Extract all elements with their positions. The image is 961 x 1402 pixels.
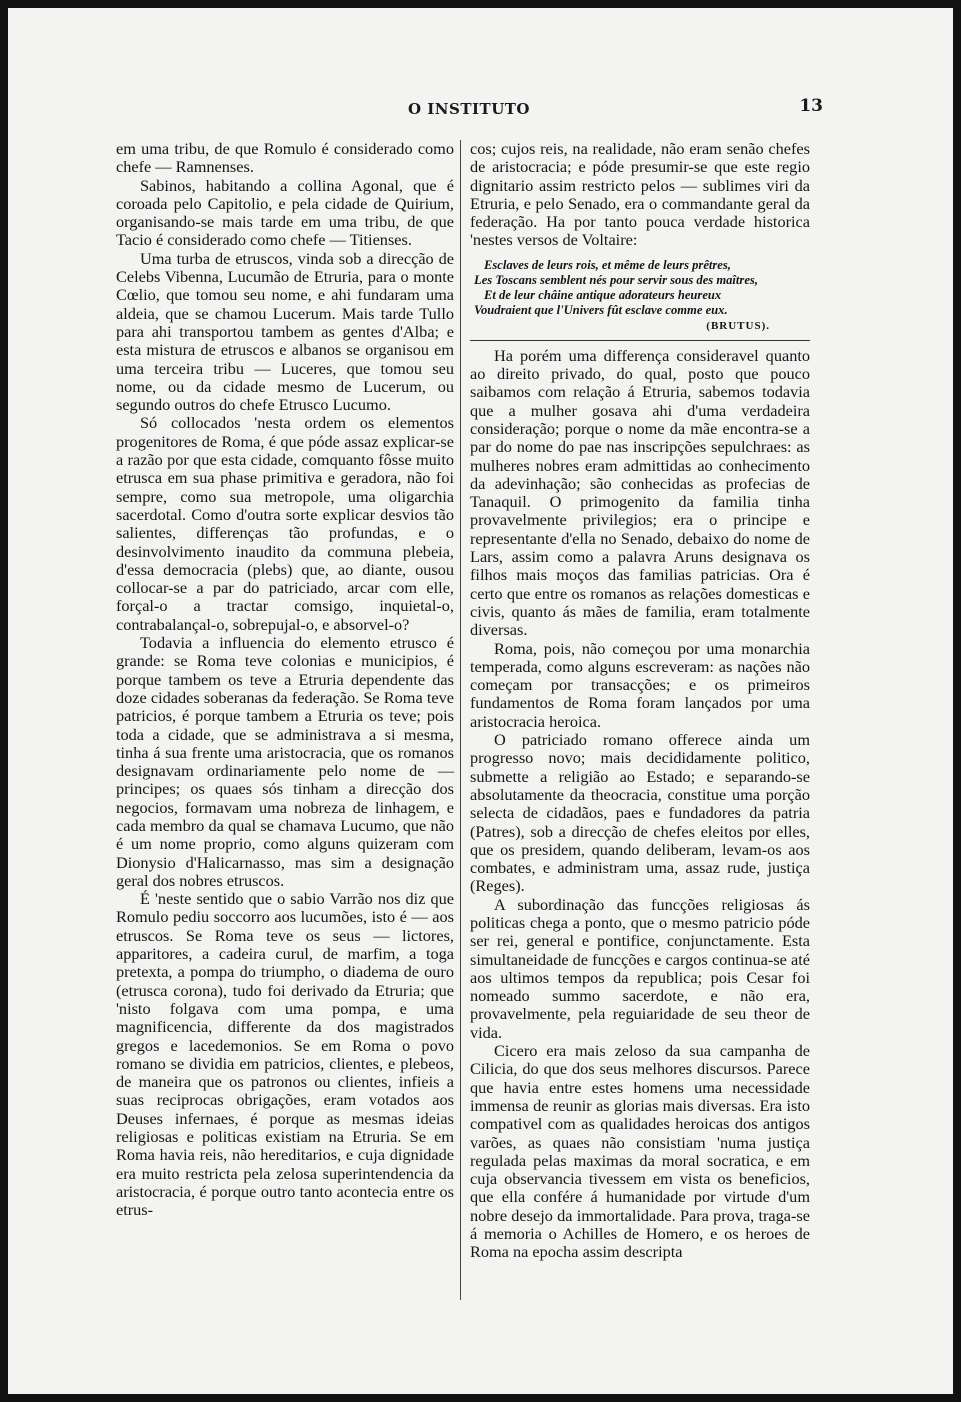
paragraph: cos; cujos reis, na realidade, não eram senão chefes de aristocracia; e póde presumir-se que este regio dignitario assim restricto pelos — sublimes viri da Etruria, e pelo Senado, era o commandante geral da federação. Ha por tanto pouca verdade historica 'nestes versos de Voltaire: — [470, 139, 810, 250]
paragraph: O patriciado romano offerece ainda um progresso novo; mais decididamente politico, submette a religião ao Estado; e separando-se absolutamente da theocracia, constitue uma porção selecta de cidadãos, paes e fundadores da patria (Patres), sob a direcção de chefes eleitos por elles, que os presidem, quando deliberam, levam-os aos combates, e administram uma, assaz rude, justiça (Reges). — [470, 730, 810, 896]
verse-separator-rule — [470, 340, 810, 341]
verse-quotation — [470, 258, 810, 334]
paragraph: Ha porém uma differença consideravel quanto ao direito privado, do qual, posto que pouco saibamos com relação á Etruria, sabemos todavia que a mulher gosava ahi d'uma verdadeira consideração; porque o nome da mãe encontra-se a par do nome do pae nas inscripções sepulchraes: as mulheres nobres eram admittidas ao conhecimento da adevinhação; são conhecidas as profecias de Tanaquil. O primogenito da familia tinha provavelmente privilegios; era o principe e representante d'ella no Senado, debaixo do nome de Lars, assim como a palavra Aruns designava os filhos mais moços das familias patricias. Ora é certo que entre os romanos as relações domesticas e civis, quanto ás mães de familia, eram totalmente diversas. — [470, 345, 810, 640]
verse-line: Les Toscans semblent nés pour servir sous des maîtres, — [474, 272, 758, 287]
paragraph: Uma turba de etruscos, vinda sob a direcção de Celebs Vibenna, Lucumão de Etruria, para o monte Cœlio, que tomou seu nome, e ahi fundaram uma aldeia, que se chamou Lucerum. Mais tarde Tullo para ahi transportou tambem as gentes d'Alba; e esta mistura de etruscos e albanos se organisou em uma terceira tribu — Luceres, que tomou seu nome, ou da cidade mesmo de Lucerum, ou segundo outros do chefe Etrusco Lucumo. — [116, 248, 454, 415]
paragraph: Roma, pois, não começou por uma monarchia temperada, como alguns escreveram: as nações não começam por transacções; e os primeiros fundamentos de Roma foram lançados por uma aristocracia heroica. — [470, 638, 810, 731]
page-number: 13 — [799, 96, 823, 116]
verse-line: Voudraient que l'Univers fût esclave comme eux. — [474, 303, 728, 318]
paragraph: Só collocados 'nesta ordem os elementos progenitores de Roma, é que póde assaz explicar-se a razão por que esta cidade, comquanto fôsse muito etrusca em sua phase primitiva e geradora, não foi sempre, como sua metropole, uma oligarchia sacerdotal. Como d'outra sorte explicar desvios tão salientes, differenças tão profundas, e o desinvolvimento inaudito da communa plebeia, d'essa democracia (plebs) que, ao diante, ousou collocar-se a par do patriciado, arcar com elle, forçal-o a tractar comsigo, inquietal-o, contrabalançal-o, sobrepujal-o, e absorvel-o? — [116, 413, 454, 634]
page — [8, 8, 953, 1394]
right-column — [470, 140, 810, 1262]
verse-line: Et de leur châine antique adorateurs heureux — [484, 288, 722, 303]
paragraph: Cicero era mais zeloso da sua campanha de Cilicia, do que dos seus melhores discursos. Parece que havia entre estes homens uma necessidade immensa de reunir as glorias mais diversas. Era isto compativel com as qualidades heroicas dos antigos varões, as quaes não consistiam 'numa justiça regulada pelas maximas da moral socratica, e em cuja observancia tivessem em vista os beneficios, que ella confére á humanidade por virtude d'um nobre desejo da immortalidade. Para prova, traga-se á memoria o Achilles de Homero, e os heroes de Roma na epocha assim descripta — [470, 1041, 810, 1262]
paragraph: É 'neste sentido que o sabio Varrão nos diz que Romulo pediu soccorro aos lucumões, isto é — aos etruscos. Se Roma teve os seus — lictores, apparitores, a cadeira curul, de marfim, a toga pretexta, a pompa do triumpho, o diadema de ouro (etrusca corona), tudo foi derivado da Etruria; que 'nisto folgava com uma pompa, e uma magnificencia, differente da dos magistrados gregos e lacedemonios. Se em Roma o povo romano se dividia em patricios, clientes, e plebeos, de maneira que os patronos ou clientes, infieis a suas reciprocas obrigações, eram votados aos Deuses infernaes, é porque as mesmas ideias religiosas e politicas existiam na Etruria. Se em Roma havia reis, não hereditarios, e cuja dignidade era muito restricta pela zelosa superintendencia da aristocracia, é porque outro tanto acontecia entre os etrus- — [116, 889, 454, 1220]
verse-attribution: (BRUTUS). — [706, 319, 770, 332]
paragraph: Todavia a influencia do elemento etrusco é grande: se Roma teve colonias e municipios, é porque tambem os teve a Etruria dependente das doze cidades soberanas da federação. Se Roma teve patricios, é porque tambem a Etruria os teve; pois toda a cidade, que se administrava a si mesma, tinha á sua frente uma aristocracia, que os romanos designavam ordinariamente pelo nome de — principes; os quaes sós tinham a direcção dos negocios, formavam uma nobreza de linhagem, e cada membro da qual se chamava Lucumo, que não é um nome proprio, como alguns quizeram com Dionysio d'Halicarnasso, mas sim a designação geral dos nobres etruscos. — [116, 633, 454, 890]
verse-line: Esclaves de leurs rois, et même de leurs prêtres, — [484, 257, 731, 272]
paragraph: A subordinação das funcções religiosas ás politicas chega a ponto, que o mesmo patricio póde ser rei, general e pontifice, conjunctamente. Esta simultaneidade de funcções e cargos continua-se até aos ultimos tempos da republica; pois Cesar foi nomeado summo sacerdote, e não era, provavelmente, pela reguiaridade de seu theor de vida. — [470, 894, 810, 1042]
journal-title: O INSTITUTO — [408, 100, 530, 118]
column-divider — [460, 140, 461, 1300]
paragraph: Sabinos, habitando a collina Agonal, que é coroada pelo Capitolio, e pela cidade de Quirium, organisando-se mais tarde em uma tribu, de que Tacio é considerado como chefe — Titienses. — [116, 175, 454, 250]
paragraph: em uma tribu, de que Romulo é considerado como chefe — Ramnenses. — [116, 139, 454, 177]
left-column — [116, 140, 454, 1220]
running-header — [118, 96, 823, 122]
